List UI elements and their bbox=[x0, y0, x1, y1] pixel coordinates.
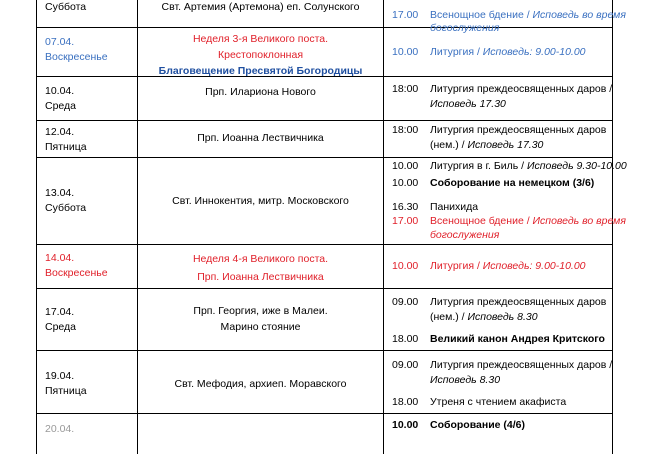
service-time: 16.30 bbox=[392, 201, 419, 213]
services-cell bbox=[384, 351, 612, 413]
service-name: Литургия / bbox=[430, 46, 483, 58]
weekday: Воскресенье bbox=[45, 51, 108, 63]
confession-note: Исповедь 17.30 bbox=[430, 98, 506, 110]
service-line bbox=[384, 396, 612, 411]
service-line bbox=[384, 160, 627, 175]
table-row bbox=[36, 121, 613, 158]
service-line bbox=[384, 215, 626, 230]
date-cell bbox=[37, 77, 138, 120]
services-cell bbox=[384, 77, 612, 120]
service-line bbox=[384, 83, 612, 98]
services-cell bbox=[384, 121, 612, 157]
service-time: 18.00 bbox=[392, 333, 419, 345]
services-cell bbox=[384, 245, 612, 288]
saint-name: Прп. Иоанна Лествичника bbox=[197, 132, 324, 144]
service-time: 17.00 bbox=[392, 215, 419, 227]
saint-cell bbox=[138, 245, 384, 288]
service-name: Литургия / bbox=[430, 260, 483, 272]
date-cell bbox=[37, 351, 138, 413]
date: 12.04. bbox=[45, 126, 75, 138]
confession-note: Исповедь: 9.00-10.00 bbox=[482, 260, 586, 272]
confession-note: Исповедь 9.30-10.00 bbox=[526, 160, 627, 172]
table-row bbox=[36, 289, 613, 351]
feast-title: Неделя 4-я Великого поста. bbox=[192, 253, 329, 265]
date-cell bbox=[37, 0, 138, 27]
feast-title: Неделя 3-я Великого поста. bbox=[192, 33, 329, 45]
date: 19.04. bbox=[45, 370, 75, 382]
date-cell bbox=[37, 414, 138, 454]
confession-note: Исповедь 8.30 bbox=[430, 374, 501, 386]
service-name: Литургия в г. Биль / bbox=[430, 160, 527, 172]
saint-cell bbox=[138, 158, 384, 244]
confession-note: Исповедь 17.30 bbox=[467, 139, 544, 151]
service-time: 10.00 bbox=[392, 419, 419, 431]
service-name: Всенощное бдение / bbox=[430, 9, 533, 21]
service-time: 18:00 bbox=[392, 124, 419, 136]
saint-name: Прп. Илариона Нового bbox=[205, 86, 316, 98]
feast-subtitle: Прп. Иоанна Лествичника bbox=[197, 271, 324, 283]
service-time: 17.00 bbox=[392, 9, 419, 21]
feast-subtitle: Крестопоклонная bbox=[217, 49, 304, 61]
saint-cell bbox=[138, 28, 384, 76]
saint-name-cont: Марино стояние bbox=[220, 321, 301, 333]
table-row bbox=[36, 245, 613, 289]
service-name: Утреня с чтением акафиста bbox=[430, 396, 567, 408]
service-time: 10.00 bbox=[392, 177, 419, 189]
service-time: 10.00 bbox=[392, 46, 419, 58]
service-name: Литургия преждеосвященных даров / bbox=[430, 83, 613, 95]
date: 14.04. bbox=[45, 252, 75, 264]
weekday: Пятница bbox=[45, 385, 87, 397]
service-line bbox=[384, 46, 612, 61]
date: 10.04. bbox=[45, 85, 75, 97]
table-row bbox=[36, 0, 626, 34]
saint-cell bbox=[138, 414, 384, 454]
weekday: Воскресенье bbox=[45, 267, 108, 279]
weekday: Среда bbox=[45, 100, 76, 112]
service-name: Великий канон Андрея Критского bbox=[430, 333, 605, 345]
date-cell bbox=[37, 289, 138, 350]
saint-name: Свт. Иннокентия, митр. Московского bbox=[172, 195, 349, 207]
service-time: 18.00 bbox=[392, 396, 419, 408]
confession-note: Исповедь: 9.00-10.00 bbox=[482, 46, 586, 58]
weekday: Среда bbox=[45, 321, 76, 333]
service-line bbox=[384, 177, 612, 192]
feast-annunciation: Благовещение Пресвятой Богородицы bbox=[158, 65, 363, 77]
service-name-cont: (нем.) / bbox=[430, 139, 468, 151]
service-time: 18:00 bbox=[392, 83, 419, 95]
saint-cell bbox=[138, 77, 384, 120]
service-line bbox=[384, 333, 612, 348]
table-row bbox=[36, 158, 627, 245]
services-cell bbox=[384, 289, 612, 350]
service-line bbox=[384, 124, 612, 139]
service-time: 10.00 bbox=[392, 160, 419, 172]
service-line bbox=[384, 419, 612, 434]
date-cell bbox=[37, 245, 138, 288]
service-line bbox=[384, 359, 612, 374]
service-name: Литургия преждеосвященных даров bbox=[430, 296, 607, 308]
table-row bbox=[36, 351, 613, 414]
date: 13.04. bbox=[45, 187, 75, 199]
table-row bbox=[36, 28, 613, 77]
service-name: Литургия преждеосвященных даров bbox=[430, 124, 607, 136]
services-cell bbox=[384, 0, 626, 34]
saint-cell bbox=[138, 121, 384, 157]
service-name-cont: (нем.) / bbox=[430, 311, 468, 323]
weekday: Суббота bbox=[45, 202, 87, 214]
saint-cell bbox=[138, 289, 384, 350]
service-name: Литургия преждеосвященных даров / bbox=[430, 359, 613, 371]
weekday: Суббота bbox=[45, 1, 87, 13]
date: 17.04. bbox=[45, 306, 75, 318]
service-time: 10.00 bbox=[392, 260, 419, 272]
saint-name: Прп. Георгия, иже в Малеи. bbox=[193, 305, 328, 317]
service-name: Панихида bbox=[430, 201, 479, 213]
service-line bbox=[384, 260, 612, 275]
service-time: 09.00 bbox=[392, 359, 419, 371]
services-cell bbox=[384, 158, 627, 244]
saint-name: Свт. Артемия (Артемона) еп. Солунского bbox=[161, 1, 360, 13]
service-name: Соборование на немецком (3/6) bbox=[430, 177, 595, 189]
confession-note-cont: богослужения bbox=[430, 22, 500, 34]
service-time: 09.00 bbox=[392, 296, 419, 308]
date-cell bbox=[37, 121, 138, 157]
date: 07.04. bbox=[45, 36, 75, 48]
services-cell bbox=[384, 28, 612, 76]
date-cell bbox=[37, 28, 138, 76]
saint-cell bbox=[138, 351, 384, 413]
saint-name: Свт. Мефодия, архиеп. Моравского bbox=[174, 378, 347, 390]
confession-note: Исповедь во время bbox=[532, 215, 626, 227]
date: 20.04. bbox=[45, 423, 75, 435]
schedule-table bbox=[36, 0, 627, 454]
service-name: Соборование (4/6) bbox=[430, 419, 526, 431]
confession-note: Исповедь 8.30 bbox=[467, 311, 538, 323]
date-cell bbox=[37, 158, 138, 244]
table-row bbox=[36, 414, 613, 454]
confession-note-cont: богослужения bbox=[430, 229, 500, 241]
service-line bbox=[384, 201, 612, 216]
weekday: Пятница bbox=[45, 141, 87, 153]
saint-cell bbox=[138, 0, 384, 27]
service-name: Всенощное бдение / bbox=[430, 215, 533, 227]
service-line bbox=[384, 296, 612, 311]
table-row bbox=[36, 77, 613, 121]
confession-note: Исповедь во время bbox=[532, 9, 626, 21]
services-cell bbox=[384, 414, 612, 454]
